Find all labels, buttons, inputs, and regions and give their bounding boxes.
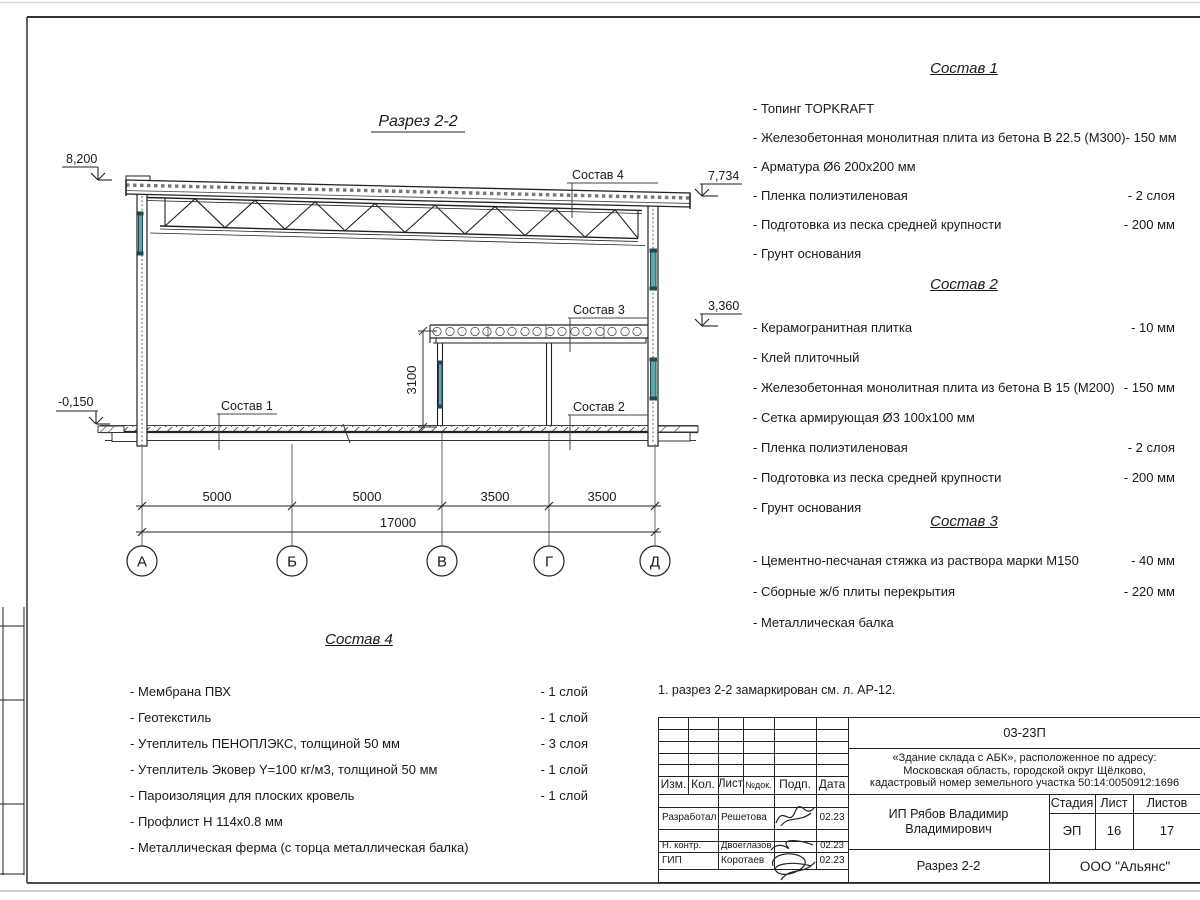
dim-span4: 3500 [587, 489, 617, 504]
date-developer: 02.23 [819, 812, 845, 824]
layer-label: - Пленка полиэтиленовая [753, 440, 908, 455]
layer-label: - Сборные ж/б плиты перекрытия [753, 584, 956, 599]
layer-label: - Цементно-песчаная стяжка из раствора марки М150 [753, 553, 1079, 568]
layer-label: - Клей плиточный [753, 350, 860, 365]
left-edge-stamp [0, 607, 24, 875]
layer-value: - 2 слоя [1127, 440, 1175, 455]
axis-g: Г [544, 553, 554, 571]
axis-d: Д [649, 553, 661, 571]
callout-sostav4: Состав 4 [572, 168, 624, 182]
layer-label: - Железобетонная монолитная плита из бетона В 22.5 (М300)- 150 мм [753, 130, 1177, 145]
date-gip: 02.23 [819, 854, 845, 866]
axis-v: В [436, 553, 448, 571]
dim-3100-text: 3100 [404, 365, 419, 395]
composition-3-title: Состав 3 [930, 513, 998, 530]
layer-value: - 220 мм [1123, 584, 1175, 599]
elevation-floor: -0,150 [58, 395, 94, 409]
layer-row [753, 440, 1175, 470]
composition-3-list [753, 513, 1175, 646]
layer-row [753, 380, 1175, 410]
role-developer: Разработал [662, 812, 717, 824]
layer-label: - Металлическая балка [753, 615, 894, 630]
stage-value: ЭП [1062, 822, 1082, 838]
layer-label: - Подготовка из песка средней крупности [753, 217, 1002, 232]
layer-label: - Железобетонная монолитная плита из бетона В 15 (М200) [753, 380, 1115, 395]
col-header-data: Дата [818, 777, 846, 792]
layer-row [130, 788, 588, 814]
layer-row [130, 736, 588, 762]
layer-row [753, 470, 1175, 500]
col-header-podp: Подп. [779, 777, 811, 792]
dim-total: 17000 [379, 515, 417, 530]
signature-developer [773, 803, 817, 829]
layer-label: - Утеплитель ПЕНОПЛЭКС, толщиной 50 мм [130, 736, 400, 751]
axis-a: А [136, 553, 148, 571]
layer-row [753, 615, 1175, 646]
composition-2-list [753, 276, 1175, 530]
layer-row [130, 684, 588, 710]
sheet-label: Лист [1100, 796, 1128, 811]
project-description [848, 748, 1200, 794]
layer-row [130, 840, 588, 866]
drawing-name: Разрез 2-2 [916, 858, 981, 874]
document-code: 03-23П [1003, 724, 1046, 740]
name-gip: Коротаев [721, 854, 765, 866]
wall-axis-d [648, 198, 658, 446]
company-name: ООО "Альянс" [1079, 858, 1171, 874]
elevation-mezzanine: 3,360 [708, 299, 740, 313]
mezzanine-slab [430, 325, 648, 343]
layer-label: - Утеплитель Эковер Y=100 кг/м3, толщиной 50 мм [130, 762, 438, 777]
dim-mezzanine-height [404, 327, 437, 431]
layer-value: - 150 мм [1123, 380, 1175, 395]
layer-row [753, 246, 1175, 275]
name-developer: Решетова [721, 812, 767, 824]
layer-label: - Сетка армирующая Ø3 100х100 мм [753, 410, 975, 425]
layer-label: - Геотекстиль [130, 710, 212, 725]
sheets-label: Листов [1146, 796, 1188, 811]
layer-value: - 1 слой [540, 762, 588, 777]
dim-span2: 5000 [352, 489, 382, 504]
layer-label: - Топинг TOPKRAFT [753, 101, 875, 116]
layer-row [753, 553, 1175, 584]
layer-label: - Профлист Н 114х0.8 мм [130, 814, 283, 829]
col-header-ndok: №док. [745, 779, 772, 790]
layer-row [753, 410, 1175, 440]
layer-row [753, 159, 1175, 188]
layer-row [753, 584, 1175, 615]
axis-b: Б [287, 553, 297, 571]
sheets-total: 17 [1159, 822, 1175, 838]
layer-value: - 1 слой [540, 684, 588, 699]
layer-label: - Пароизоляция для плоских кровель [130, 788, 355, 803]
dimension-chains [136, 433, 661, 546]
layer-value: - 200 мм [1123, 470, 1175, 485]
layer-row [130, 762, 588, 788]
layer-label: - Грунт основания [753, 246, 862, 261]
elevation-roof-right: 7,734 [708, 169, 740, 183]
layer-label: - Грунт основания [753, 500, 862, 515]
layer-row [753, 217, 1175, 246]
dim-span3: 3500 [480, 489, 510, 504]
sheet-number: 16 [1106, 822, 1122, 838]
project-line1: «Здание склада с АБК», расположенное по адресу: [892, 752, 1157, 765]
layer-row [753, 350, 1175, 380]
layer-value: - 40 мм [1131, 553, 1175, 568]
layer-value: - 2 слоя [1127, 188, 1175, 203]
composition-1-title: Состав 1 [930, 60, 998, 77]
project-line2: Московская область, городской округ Щёлково, [903, 764, 1146, 777]
composition-2-title: Состав 2 [930, 276, 998, 293]
date-ncontrol: 02.23 [820, 841, 844, 852]
client-name: ИП Рябов Владимир Владимирович [888, 807, 1009, 836]
layer-row [753, 188, 1175, 217]
layer-value: - 1 слой [540, 788, 588, 803]
layer-label: - Металлическая ферма (с торца металлическая балка) [130, 840, 469, 855]
composition-1-list [753, 60, 1175, 275]
layer-row [753, 101, 1175, 130]
callout-sostav2: Состав 2 [573, 400, 625, 414]
stage-label: Стадия [1050, 796, 1094, 811]
layer-row [130, 710, 588, 736]
drawing-note: 1. разрез 2-2 замаркирован см. л. АР-12. [658, 683, 896, 697]
layer-label: - Подготовка из песка средней крупности [753, 470, 1002, 485]
role-ncontrol: Н. контр. [662, 841, 702, 852]
col-header-kol: Кол. [691, 777, 715, 792]
layer-row [753, 320, 1175, 350]
section-title: Разрез 2-2 [378, 113, 458, 130]
layer-label: - Арматура Ø6 200х200 мм [753, 159, 916, 174]
mezzanine-columns [433, 343, 556, 426]
layer-value: - 200 мм [1123, 217, 1175, 232]
title-block [658, 717, 1200, 883]
dim-span1: 5000 [202, 489, 232, 504]
callout-sostav3: Состав 3 [573, 303, 625, 317]
col-header-list: Лист [718, 778, 743, 791]
signature-gip [767, 836, 819, 882]
composition-4-title: Состав 4 [325, 631, 393, 648]
layer-value: - 1 слой [540, 710, 588, 725]
axis-bubbles [127, 546, 670, 576]
layer-label: - Мембрана ПВХ [130, 684, 231, 699]
composition-4-list [130, 631, 588, 866]
layer-label: - Пленка полиэтиленовая [753, 188, 908, 203]
layer-row [130, 814, 588, 840]
callout-sostav1: Состав 1 [221, 399, 273, 413]
elevation-roof-left: 8,200 [66, 152, 98, 166]
layer-label: - Керамогранитная плитка [753, 320, 913, 335]
layer-value: - 3 слоя [540, 736, 588, 751]
role-gip: ГИП [662, 854, 682, 866]
layer-row [753, 130, 1175, 159]
name-ncontrol: Двоеглазов [721, 841, 772, 852]
col-header-izm: Изм. [660, 777, 687, 792]
project-line3: кадастровый номер земельного участка 50:14:0050912:1696 [869, 777, 1180, 790]
layer-value: - 10 мм [1131, 320, 1175, 335]
floor-slab [98, 424, 698, 443]
